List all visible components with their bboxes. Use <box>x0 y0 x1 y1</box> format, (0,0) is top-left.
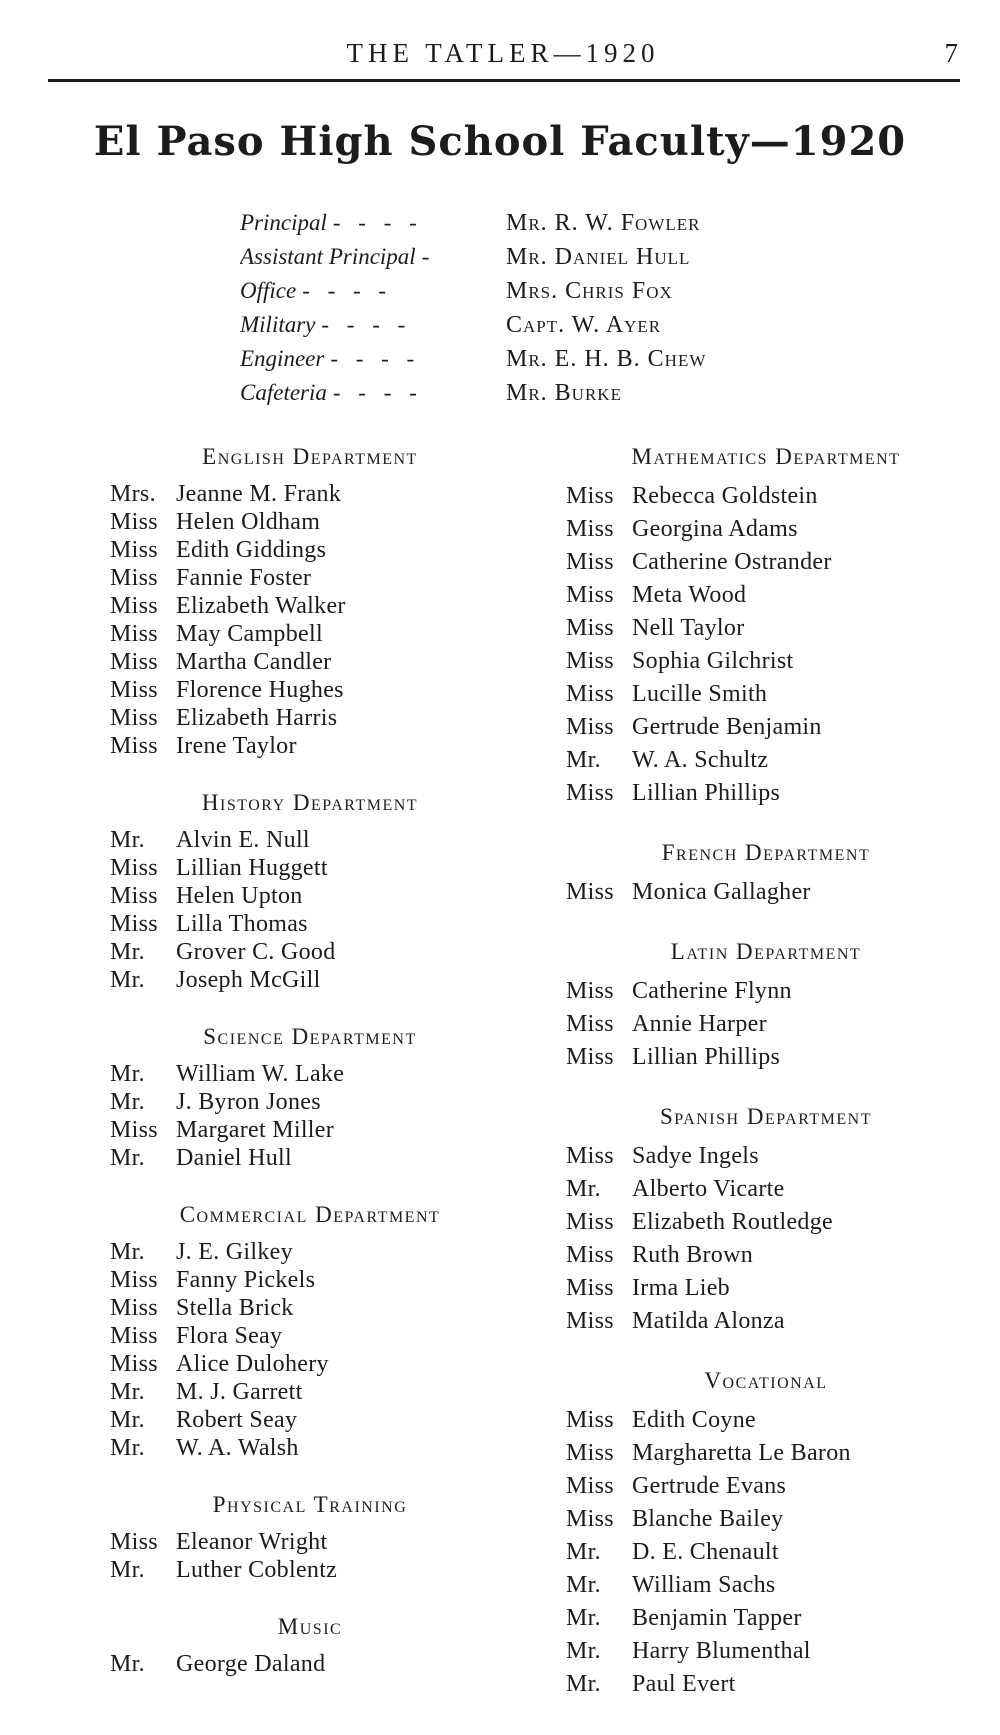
member-honorific: Miss <box>566 1242 614 1268</box>
member-honorific: Miss <box>110 1295 158 1321</box>
member-name: Martha Candler <box>176 649 332 675</box>
member-name: Irene Taylor <box>176 733 297 759</box>
member-honorific: Miss <box>566 1407 614 1433</box>
admin-row <box>240 308 800 342</box>
member-name: Sadye Ingels <box>632 1143 759 1169</box>
member-name: May Campbell <box>176 621 323 647</box>
member-honorific: Miss <box>110 593 158 619</box>
member-name: Flora Seay <box>176 1323 283 1349</box>
member-name: Harry Blumenthal <box>632 1638 811 1664</box>
member-honorific: Miss <box>110 733 158 759</box>
member-name: Margaret Miller <box>176 1117 335 1143</box>
faculty-member <box>566 1041 986 1074</box>
leader-dashes: - - - - <box>332 210 423 235</box>
member-honorific: Miss <box>110 677 158 703</box>
member-honorific: Mr. <box>566 1671 601 1697</box>
faculty-member <box>566 1008 986 1041</box>
member-honorific: Mr. <box>110 1407 145 1433</box>
faculty-member <box>566 546 986 579</box>
member-honorific: Mr. <box>566 1539 601 1565</box>
faculty-member <box>566 777 986 810</box>
leader-dashes: - - - - <box>330 346 421 371</box>
member-name: D. E. Chenault <box>632 1539 779 1565</box>
admin-role <box>240 240 506 274</box>
department-heading: Vocational <box>704 1368 828 1393</box>
member-name: J. Byron Jones <box>176 1089 321 1115</box>
faculty-member <box>110 1238 510 1266</box>
leader-dashes: - - - - <box>332 380 423 405</box>
admin-role <box>240 308 506 342</box>
member-name: Helen Upton <box>176 883 303 909</box>
member-name: Florence Hughes <box>176 677 344 703</box>
member-name: Joseph McGill <box>176 967 321 993</box>
faculty-member <box>566 1239 986 1272</box>
member-honorific: Miss <box>566 1473 614 1499</box>
faculty-member <box>110 1060 510 1088</box>
member-honorific: Miss <box>566 1143 614 1169</box>
faculty-member <box>566 1404 986 1437</box>
member-honorific: Miss <box>110 1529 158 1555</box>
member-honorific: Miss <box>566 1506 614 1532</box>
member-name: Eleanor Wright <box>176 1529 328 1555</box>
right-column <box>566 440 986 1727</box>
faculty-member <box>566 1635 986 1668</box>
member-honorific: Miss <box>566 648 614 674</box>
member-name: Lilla Thomas <box>176 911 308 937</box>
member-name: Irma Lieb <box>632 1275 730 1301</box>
member-honorific: Mr. <box>566 1638 601 1664</box>
member-honorific: Miss <box>110 855 158 881</box>
faculty-member <box>110 1116 510 1144</box>
admin-role <box>240 342 506 376</box>
department-heading: Science Department <box>203 1024 417 1049</box>
member-honorific: Miss <box>566 1011 614 1037</box>
faculty-member <box>566 1470 986 1503</box>
member-honorific: Miss <box>566 978 614 1004</box>
faculty-member <box>566 1602 986 1635</box>
faculty-member <box>566 711 986 744</box>
member-name: Nell Taylor <box>632 615 745 641</box>
faculty-member <box>110 1294 510 1322</box>
member-name: Daniel Hull <box>176 1145 292 1171</box>
member-honorific: Miss <box>566 1440 614 1466</box>
left-column <box>110 440 510 1704</box>
member-name: Catherine Flynn <box>632 978 792 1004</box>
faculty-member <box>566 645 986 678</box>
faculty-member <box>110 704 510 732</box>
member-honorific: Miss <box>110 649 158 675</box>
faculty-member <box>110 1406 510 1434</box>
member-honorific: Miss <box>566 879 614 905</box>
member-name: Edith Coyne <box>632 1407 756 1433</box>
faculty-member <box>110 592 510 620</box>
faculty-member <box>566 975 986 1008</box>
faculty-member <box>110 1650 510 1678</box>
member-honorific: Miss <box>566 1275 614 1301</box>
faculty-member <box>566 1569 986 1602</box>
member-honorific: Mr. <box>110 1379 145 1405</box>
department-section <box>110 786 510 994</box>
member-honorific: Miss <box>566 714 614 740</box>
department-section <box>566 1364 986 1701</box>
member-name: Matilda Alonza <box>632 1308 785 1334</box>
member-name: Meta Wood <box>632 582 747 608</box>
member-name: Sophia Gilchrist <box>632 648 794 674</box>
member-honorific: Mr. <box>110 1435 145 1461</box>
department-section <box>110 1020 510 1172</box>
member-honorific: Mr. <box>110 939 145 965</box>
admin-role-label: Principal <box>240 210 327 235</box>
member-name: Gertrude Evans <box>632 1473 787 1499</box>
faculty-member <box>566 480 986 513</box>
faculty-member <box>566 1305 986 1338</box>
admin-role-label: Cafeteria <box>240 380 327 405</box>
faculty-member <box>110 1144 510 1172</box>
member-name: Lillian Phillips <box>632 780 781 806</box>
faculty-member <box>566 1206 986 1239</box>
faculty-member <box>566 1173 986 1206</box>
faculty-member <box>566 513 986 546</box>
member-honorific: Mr. <box>110 1239 145 1265</box>
faculty-member <box>110 620 510 648</box>
member-name: J. E. Gilkey <box>176 1239 293 1265</box>
admin-name: Mrs. Chris Fox <box>506 278 673 304</box>
admin-row <box>240 206 800 240</box>
member-name: Alberto Vicarte <box>632 1176 785 1202</box>
running-header <box>48 38 958 82</box>
department-section <box>566 1100 986 1338</box>
member-honorific: Mr. <box>110 1089 145 1115</box>
department-heading: Spanish Department <box>659 1104 873 1129</box>
member-name: Luther Coblentz <box>176 1557 338 1583</box>
faculty-member <box>110 1266 510 1294</box>
department-heading: Mathematics Department <box>631 444 901 469</box>
faculty-member <box>110 1528 510 1556</box>
faculty-member <box>110 854 510 882</box>
faculty-member <box>566 1437 986 1470</box>
department-section <box>110 1610 510 1678</box>
member-name: Alice Dulohery <box>176 1351 329 1377</box>
faculty-member <box>110 1350 510 1378</box>
member-name: M. J. Garrett <box>176 1379 303 1405</box>
faculty-member <box>110 826 510 854</box>
member-name: Elizabeth Walker <box>176 593 346 619</box>
member-name: Georgina Adams <box>632 516 798 542</box>
faculty-member <box>566 1272 986 1305</box>
faculty-member <box>566 579 986 612</box>
member-name: Jeanne M. Frank <box>176 481 342 507</box>
admin-row <box>240 376 800 410</box>
member-honorific: Mr. <box>110 827 145 853</box>
faculty-member <box>110 732 510 760</box>
admin-name: Mr. E. H. B. Chew <box>506 346 707 372</box>
admin-role <box>240 376 506 410</box>
faculty-member <box>110 648 510 676</box>
faculty-member <box>110 676 510 704</box>
member-honorific: Mr. <box>110 1557 145 1583</box>
member-honorific: Mr. <box>566 747 601 773</box>
department-section <box>110 1198 510 1462</box>
faculty-member <box>110 1556 510 1584</box>
member-name: Lucille Smith <box>632 681 768 707</box>
faculty-member <box>110 1088 510 1116</box>
member-name: Alvin E. Null <box>176 827 310 853</box>
faculty-member <box>566 876 986 909</box>
department-section <box>566 836 986 909</box>
member-name: Elizabeth Routledge <box>632 1209 833 1235</box>
admin-row <box>240 240 800 274</box>
member-honorific: Mr. <box>566 1605 601 1631</box>
member-honorific: Miss <box>566 1209 614 1235</box>
department-heading: Latin Department <box>670 939 862 964</box>
faculty-member <box>110 1322 510 1350</box>
member-name: Robert Seay <box>176 1407 298 1433</box>
member-name: Rebecca Goldstein <box>632 483 818 509</box>
leader-dashes: - <box>421 244 436 269</box>
department-section <box>566 440 986 810</box>
member-honorific: Mr. <box>110 1145 145 1171</box>
member-honorific: Miss <box>110 1323 158 1349</box>
department-heading: French Department <box>661 840 871 865</box>
admin-role-label: Engineer <box>240 346 325 371</box>
member-honorific: Mr. <box>566 1572 601 1598</box>
faculty-member <box>566 1503 986 1536</box>
member-honorific: Miss <box>110 621 158 647</box>
member-honorific: Miss <box>566 780 614 806</box>
admin-role-label: Assistant Principal <box>240 244 416 269</box>
member-name: Lillian Phillips <box>632 1044 781 1070</box>
member-name: William Sachs <box>632 1572 776 1598</box>
member-name: Blanche Bailey <box>632 1506 784 1532</box>
member-name: Margharetta Le Baron <box>632 1440 851 1466</box>
member-name: Fanny Pickels <box>176 1267 316 1293</box>
member-honorific: Miss <box>566 1044 614 1070</box>
member-name: Helen Oldham <box>176 509 321 535</box>
member-honorific: Miss <box>566 483 614 509</box>
department-heading: History Department <box>201 790 419 815</box>
admin-role-label: Office <box>240 278 297 303</box>
member-honorific: Miss <box>566 615 614 641</box>
faculty-member <box>110 1434 510 1462</box>
department-heading: Music <box>277 1614 343 1639</box>
member-name: Edith Giddings <box>176 537 327 563</box>
faculty-member <box>566 1668 986 1701</box>
member-name: Gertrude Benjamin <box>632 714 822 740</box>
member-name: W. A. Schultz <box>632 747 769 773</box>
page-number: 7 <box>944 38 958 68</box>
faculty-member <box>566 612 986 645</box>
member-honorific: Miss <box>110 883 158 909</box>
faculty-member <box>566 678 986 711</box>
member-name: Ruth Brown <box>632 1242 754 1268</box>
member-name: Lillian Huggett <box>176 855 328 881</box>
leader-dashes: - - - - <box>302 278 393 303</box>
member-name: Monica Gallagher <box>632 879 811 905</box>
admin-row <box>240 274 800 308</box>
running-title: THE TATLER—1920 <box>346 38 660 68</box>
member-name: Annie Harper <box>632 1011 767 1037</box>
member-name: William W. Lake <box>176 1061 345 1087</box>
department-heading: Physical Training <box>212 1492 408 1517</box>
admin-role <box>240 274 506 308</box>
faculty-member <box>110 938 510 966</box>
admin-role-label: Military <box>240 312 316 337</box>
admin-name: Capt. W. Ayer <box>506 312 662 338</box>
page-title: El Paso High School Faculty—1920 <box>93 118 907 165</box>
faculty-member <box>110 966 510 994</box>
member-name: George Daland <box>176 1651 326 1677</box>
member-honorific: Miss <box>110 509 158 535</box>
header-rule <box>48 79 960 82</box>
member-honorific: Mr. <box>110 1651 145 1677</box>
faculty-member <box>110 480 510 508</box>
member-honorific: Mr. <box>110 967 145 993</box>
member-honorific: Miss <box>566 681 614 707</box>
leader-dashes: - - - - <box>321 312 412 337</box>
member-name: Benjamin Tapper <box>632 1605 802 1631</box>
member-honorific: Miss <box>110 565 158 591</box>
member-name: Stella Brick <box>176 1295 294 1321</box>
faculty-member <box>566 1536 986 1569</box>
admin-role <box>240 206 506 240</box>
admin-name: Mr. Burke <box>506 380 622 406</box>
member-name: Catherine Ostrander <box>632 549 832 575</box>
department-section <box>566 935 986 1074</box>
member-honorific: Miss <box>110 911 158 937</box>
member-honorific: Miss <box>110 1117 158 1143</box>
admin-name: Mr. R. W. Fowler <box>506 210 701 236</box>
department-section <box>110 1488 510 1584</box>
member-name: Elizabeth Harris <box>176 705 338 731</box>
faculty-member <box>110 1378 510 1406</box>
faculty-member <box>110 536 510 564</box>
member-honorific: Miss <box>110 1351 158 1377</box>
member-honorific: Miss <box>566 1308 614 1334</box>
member-name: W. A. Walsh <box>176 1435 299 1461</box>
member-name: Grover C. Good <box>176 939 336 965</box>
administration-list <box>240 206 800 410</box>
department-heading: Commercial Department <box>179 1202 441 1227</box>
member-honorific: Miss <box>110 1267 158 1293</box>
member-name: Paul Evert <box>632 1671 736 1697</box>
member-honorific: Mr. <box>566 1176 601 1202</box>
department-heading: English Department <box>202 444 418 469</box>
department-section <box>110 440 510 760</box>
faculty-member <box>110 882 510 910</box>
member-honorific: Miss <box>566 549 614 575</box>
member-honorific: Mr. <box>110 1061 145 1087</box>
faculty-member <box>566 744 986 777</box>
faculty-member <box>566 1140 986 1173</box>
faculty-member <box>110 910 510 938</box>
member-honorific: Mrs. <box>110 481 156 507</box>
faculty-member <box>110 508 510 536</box>
faculty-member <box>110 564 510 592</box>
admin-row <box>240 342 800 376</box>
member-honorific: Miss <box>566 582 614 608</box>
member-honorific: Miss <box>110 537 158 563</box>
member-name: Fannie Foster <box>176 565 312 591</box>
member-honorific: Miss <box>566 516 614 542</box>
member-honorific: Miss <box>110 705 158 731</box>
admin-name: Mr. Daniel Hull <box>506 244 691 270</box>
